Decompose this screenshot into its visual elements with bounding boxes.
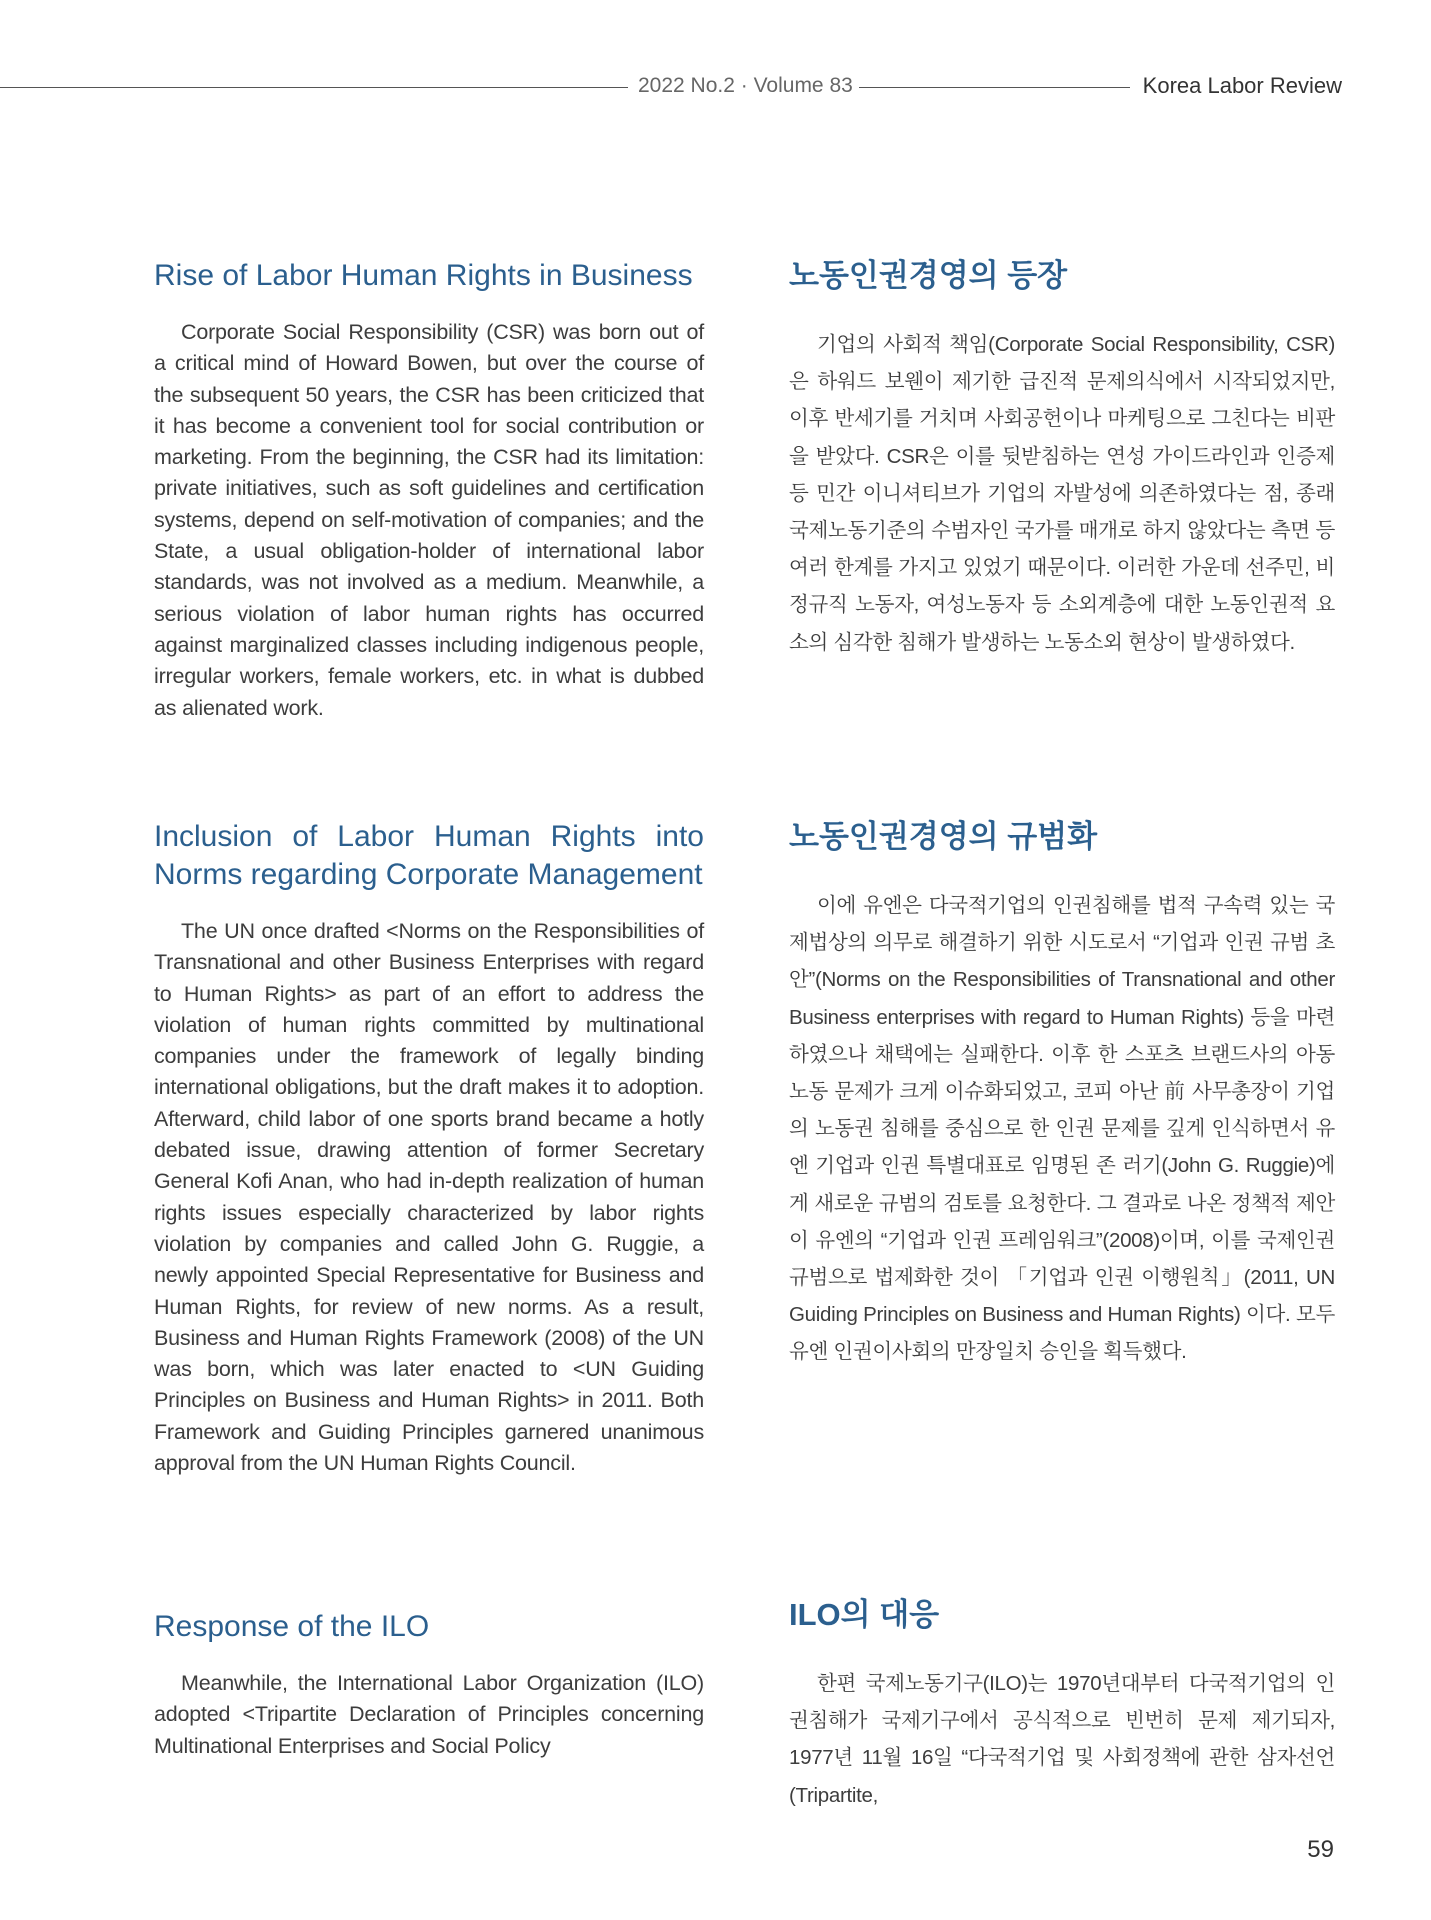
section-heading-ko: 노동인권경영의 등장	[789, 258, 1068, 293]
section-heading-ko: 노동인권경영의 규범화	[789, 819, 1098, 854]
header-rule-middle	[859, 87, 1130, 88]
page-number: 59	[1307, 1836, 1334, 1863]
section-heading-en: Rise of Labor Human Rights in Business	[154, 259, 693, 292]
section-body-en: The UN once drafted <Norms on the Responsibilities of Transnational and other Business Enterprises with regard to Human Rights> as part of an effort to address the violation of human rights committed by multinational companies under the framework of legally binding international obligations, but the draft makes it to adoption. Afterward, child labor of one sports brand became a hotly debated issue, drawing attention of former Secretary General Kofi Anan, who had in-depth realization of human rights issues especially characterized by labor rights violation by companies and called John G. Ruggie, a newly appointed Special Representative for Business and Human Rights, for review of new norms. As a result, Business and Human Rights Framework (2008) of the UN was born, which was later enacted to <UN Guiding Principles on Business and Human Rights> in 2011. Both Framework and Guiding Principles garnered unanimous approval from the UN Human Rights Council.	[154, 919, 704, 1476]
korean-column	[789, 1596, 1335, 1814]
korean-column	[789, 257, 1335, 661]
section-body-ko: 기업의 사회적 책임(Corporate Social Responsibility, CSR)은 하워드 보웬이 제기한 급진적 문제의식에서 시작되었지만, 이후 반세기를 거치며 사회공헌이나 마케팅으로 그친다는 비판을 받았다. CSR은 이를 뒷받침하는 연성 가이드라인과 인증제 등 민간 이니셔티브가 기업의 자발성에 의존하였다는 점, 종래 국제노동기준의 수범자인 국가를 매개로 하지 않았다는 측면 등 여러 한계를 가지고 있었기 때문이다. 이러한 가운데 선주민, 비정규직 노동자, 여성노동자 등 소외계층에 대한 노동인권적 요소의 심각한 침해가 발생하는 노동소외 현상이 발생하였다.	[789, 333, 1335, 654]
section-body-en: Meanwhile, the International Labor Organization (ILO) adopted <Tripartite Declaration of Principles concerning Multinational Enterprises and Social Policy	[154, 1671, 704, 1758]
issue-label: 2022 No.2 · Volume 83	[638, 74, 853, 97]
english-column	[154, 1608, 704, 1762]
journal-title: Korea Labor Review	[1142, 73, 1342, 98]
section-heading-en: Inclusion of Labor Human Rights into Norms regarding Corporate Management	[154, 820, 704, 891]
english-column	[154, 818, 704, 1479]
korean-column	[789, 818, 1335, 1371]
section-body-ko: 한편 국제노동기구(ILO)는 1970년대부터 다국적기업의 인권침해가 국제기구에서 공식적으로 빈번히 문제 제기되자, 1977년 11월 16일 “다국적기업 및 사회정책에 관한 삼자선언(Tripartite,	[789, 1672, 1335, 1807]
english-column	[154, 257, 704, 724]
section-heading-en: Response of the ILO	[154, 1610, 430, 1643]
section-body-ko: 이에 유엔은 다국적기업의 인권침해를 법적 구속력 있는 국제법상의 의무로 해결하기 위한 시도로서 “기업과 인권 규범 초안”(Norms on the Responsibilities of Transnational and other Business enterprises with regard to Human Rights) 등을 마련하였으나 채택에는 실패한다. 이후 한 스포츠 브랜드사의 아동노동 문제가 크게 이슈화되었고, 코피 아난 前 사무총장이 기업의 노동권 침해를 중심으로 한 인권 문제를 깊게 인식하면서 유엔 기업과 인권 특별대표로 임명된 존 러기(John G. Ruggie)에게 새로운 규범의 검토를 요청한다. 그 결과로 나온 정책적 제안이 유엔의 “기업과 인권 프레임워크”(2008)이며, 이를 국제인권규범으로 법제화한 것이 「기업과 인권 이행원칙」(2011, UN Guiding Principles on Business and Human Rights) 이다. 모두 유엔 인권이사회의 만장일치 승인을 획득했다.	[789, 894, 1335, 1364]
section-body-en: Corporate Social Responsibility (CSR) was born out of a critical mind of Howard Bowen, but over the course of the subsequent 50 years, the CSR has been criticized that it has become a convenient tool for social contribution or marketing. From the beginning, the CSR had its limitation: private initiatives, such as soft guidelines and certification systems, depend on self-motivation of companies; and the State, a usual obligation-holder of international labor standards, was not involved as a medium. Meanwhile, a serious violation of labor human rights has occurred against marginalized classes including indigenous people, irregular workers, female workers, etc. in what is dubbed as alienated work.	[154, 320, 704, 720]
running-header	[0, 70, 1342, 104]
section-heading-ko: ILO의 대응	[789, 1597, 940, 1632]
header-rule-left	[0, 87, 628, 88]
